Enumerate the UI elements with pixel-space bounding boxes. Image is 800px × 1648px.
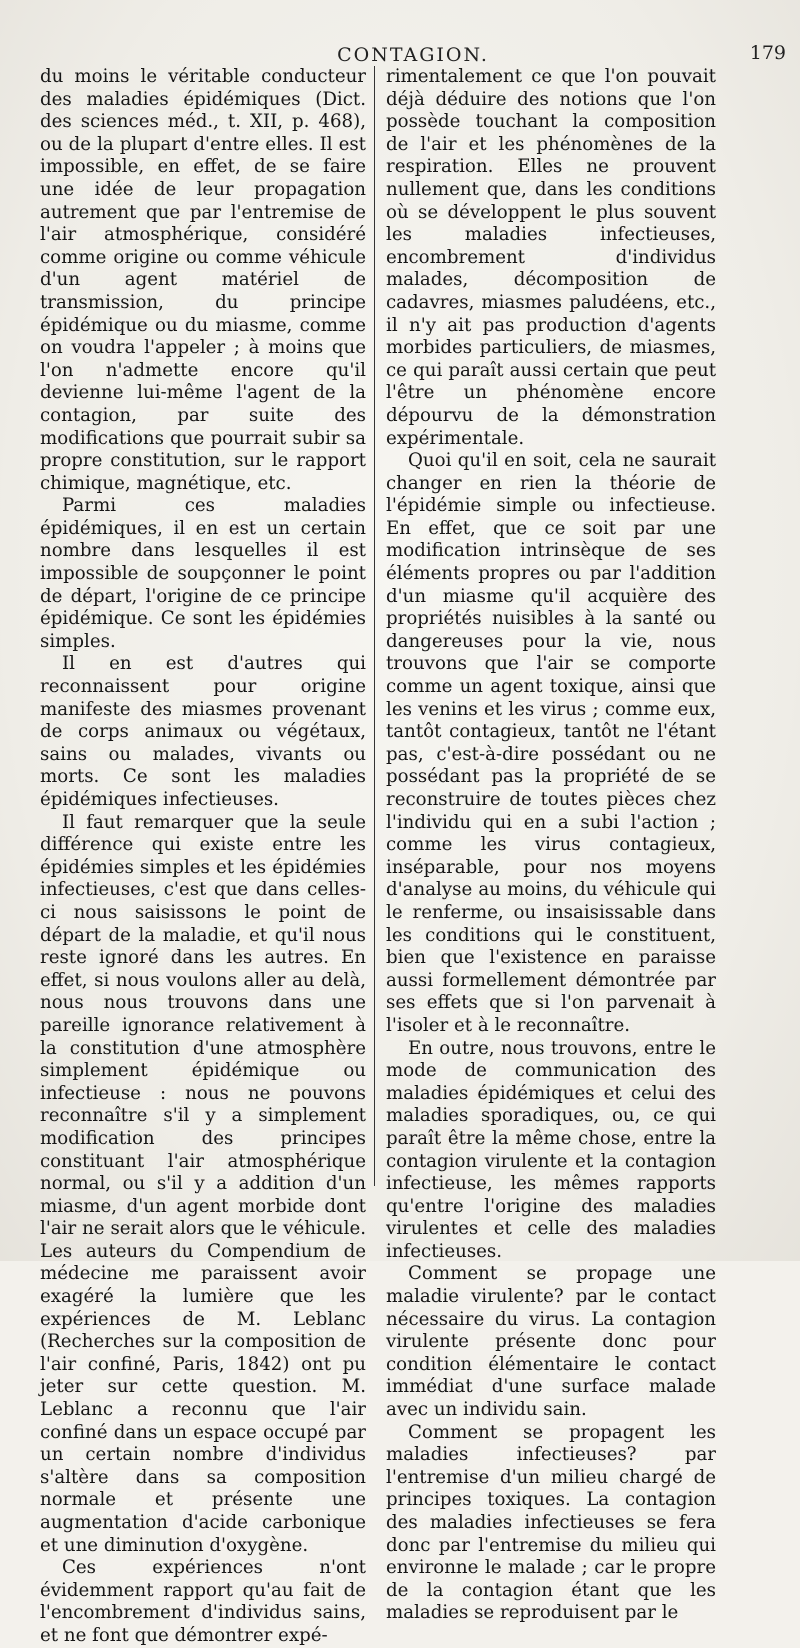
paragraph: Comment se propagent les maladies infectieuses? par l'entremise d'un milieu chargé de principes toxiques. La contagion des maladies infectieuses se fera donc par l'entremise du milieu qui environne le malade ; car le propre de la contagion étant que les maladies se reproduisent par le <box>386 1421 716 1624</box>
column-divider <box>374 66 375 1186</box>
paragraph: Comment se propage une maladie virulente? par le contact nécessaire du virus. La contagion virulente présente donc pour condition élémentaire le contact immédiat d'une surface malade avec un individu sain. <box>386 1263 716 1421</box>
left-column <box>40 66 366 1648</box>
paragraph: Il faut remarquer que la seule différence qui existe entre les épidémies simples et les épidémies infectieuses, c'est que dans celles-ci nous saisissons le point de départ de la maladie, et qu'il nous reste ignoré dans les autres. En effet, si nous voulons aller au delà, nous nous trouvons dans une pareille ignorance relativement à la constitution d'une atmosphère simplement épidémique ou infectieuse : nous ne pouvons reconnaître s'il y a simplement modification des principes constituant l'air atmosphérique normal, ou s'il y a addition d'un miasme, d'un agent morbide dont l'air ne serait alors que le véhicule. Les auteurs du Compendium de médecine me paraissent avoir exagéré la lumière que les expériences de M. Leblanc (Recherches sur la composition de l'air confiné, Paris, 1842) ont pu jeter sur cette question. M. Leblanc a reconnu que l'air confiné dans un espace occupé par un certain nombre d'individus s'altère dans sa composition normale et présente une augmentation d'acide carbonique et une diminution d'oxygène. <box>40 811 366 1556</box>
page-number: 179 <box>749 42 786 64</box>
paragraph: Ces expériences n'ont évidemment rapport qu'au fait de l'encombrement d'individus sains, et ne font que démontrer expé- <box>40 1557 366 1646</box>
paragraph: du moins le véritable conducteur des maladies épidémiques (Dict. des sciences méd., t. XII, p. 468), ou de la plupart d'entre elles. Il est impossible, en effet, de se faire une idée de leur propagation autrement que par l'entremise de l'air atmosphérique, considéré comme origine ou comme véhicule d'un agent matériel de transmission, du principe épidémique ou du miasme, comme on voudra l'appeler ; à moins que l'on n'admette encore qu'il devienne lui-même l'agent de la contagion, par suite des modifications que pourrait subir sa propre constitution, sur le rapport chimique, magnétique, etc. <box>40 66 366 494</box>
running-title: CONTAGION. <box>337 44 489 66</box>
paragraph: En outre, nous trouvons, entre le mode de communication des maladies épidémiques et celui des maladies sporadiques, ou, ce qui paraît être la même chose, entre la contagion virulente et la contagion infectieuse, les mêmes rapports qu'entre l'origine des maladies virulentes et celle des maladies infectieuses. <box>386 1037 716 1262</box>
paragraph: rimentalement ce que l'on pouvait déjà déduire des notions que l'on possède touchant la composition de l'air et les phénomènes de la respiration. Elles ne prouvent nullement que, dans les conditions où se développent le plus souvent les maladies infectieuses, encombrement d'individus malades, décomposition de cadavres, miasmes paludéens, etc., il n'y ait pas production d'agents morbides particuliers, de miasmes, ce qui paraît aussi certain que peut l'être un phénomène encore dépourvu de la démonstration expérimentale. <box>386 66 716 449</box>
paragraph: Il en est d'autres qui reconnaissent pour origine manifeste des miasmes provenant de corps animaux ou végétaux, sains ou malades, vivants ou morts. Ce sont les maladies épidémiques infectieuses. <box>40 653 366 810</box>
right-column <box>386 66 716 1625</box>
paragraph: Quoi qu'il en soit, cela ne saurait changer en rien la théorie de l'épidémie simple ou infectieuse. En effet, que ce soit par une modification intrinsèque de ses éléments propres ou par l'addition d'un miasme qu'il acquière des propriétés nuisibles à la santé ou dangereuses pour la vie, nous trouvons que l'air se comporte comme un agent toxique, ainsi que les venins et les virus ; comme eux, tantôt contagieux, tantôt ne l'étant pas, c'est-à-dire possédant ou ne possédant pas la propriété de se reconstruire de toutes pièces chez l'individu qui en a subi l'action ; comme les virus contagieux, inséparable, pour nos moyens d'analyse au moins, du véhicule qui le renferme, ou insaisissable dans les conditions qui le constituent, bien que l'existence en paraisse aussi formellement démontrée par ses effets que si l'on parvenait à l'isoler et à le reconnaître. <box>386 450 716 1036</box>
paragraph: Parmi ces maladies épidémiques, il en est un certain nombre dans lesquelles il est impossible de soupçonner le point de départ, l'origine de ce principe épidémique. Ce sont les épidémies simples. <box>40 495 366 652</box>
page-header <box>40 38 786 68</box>
